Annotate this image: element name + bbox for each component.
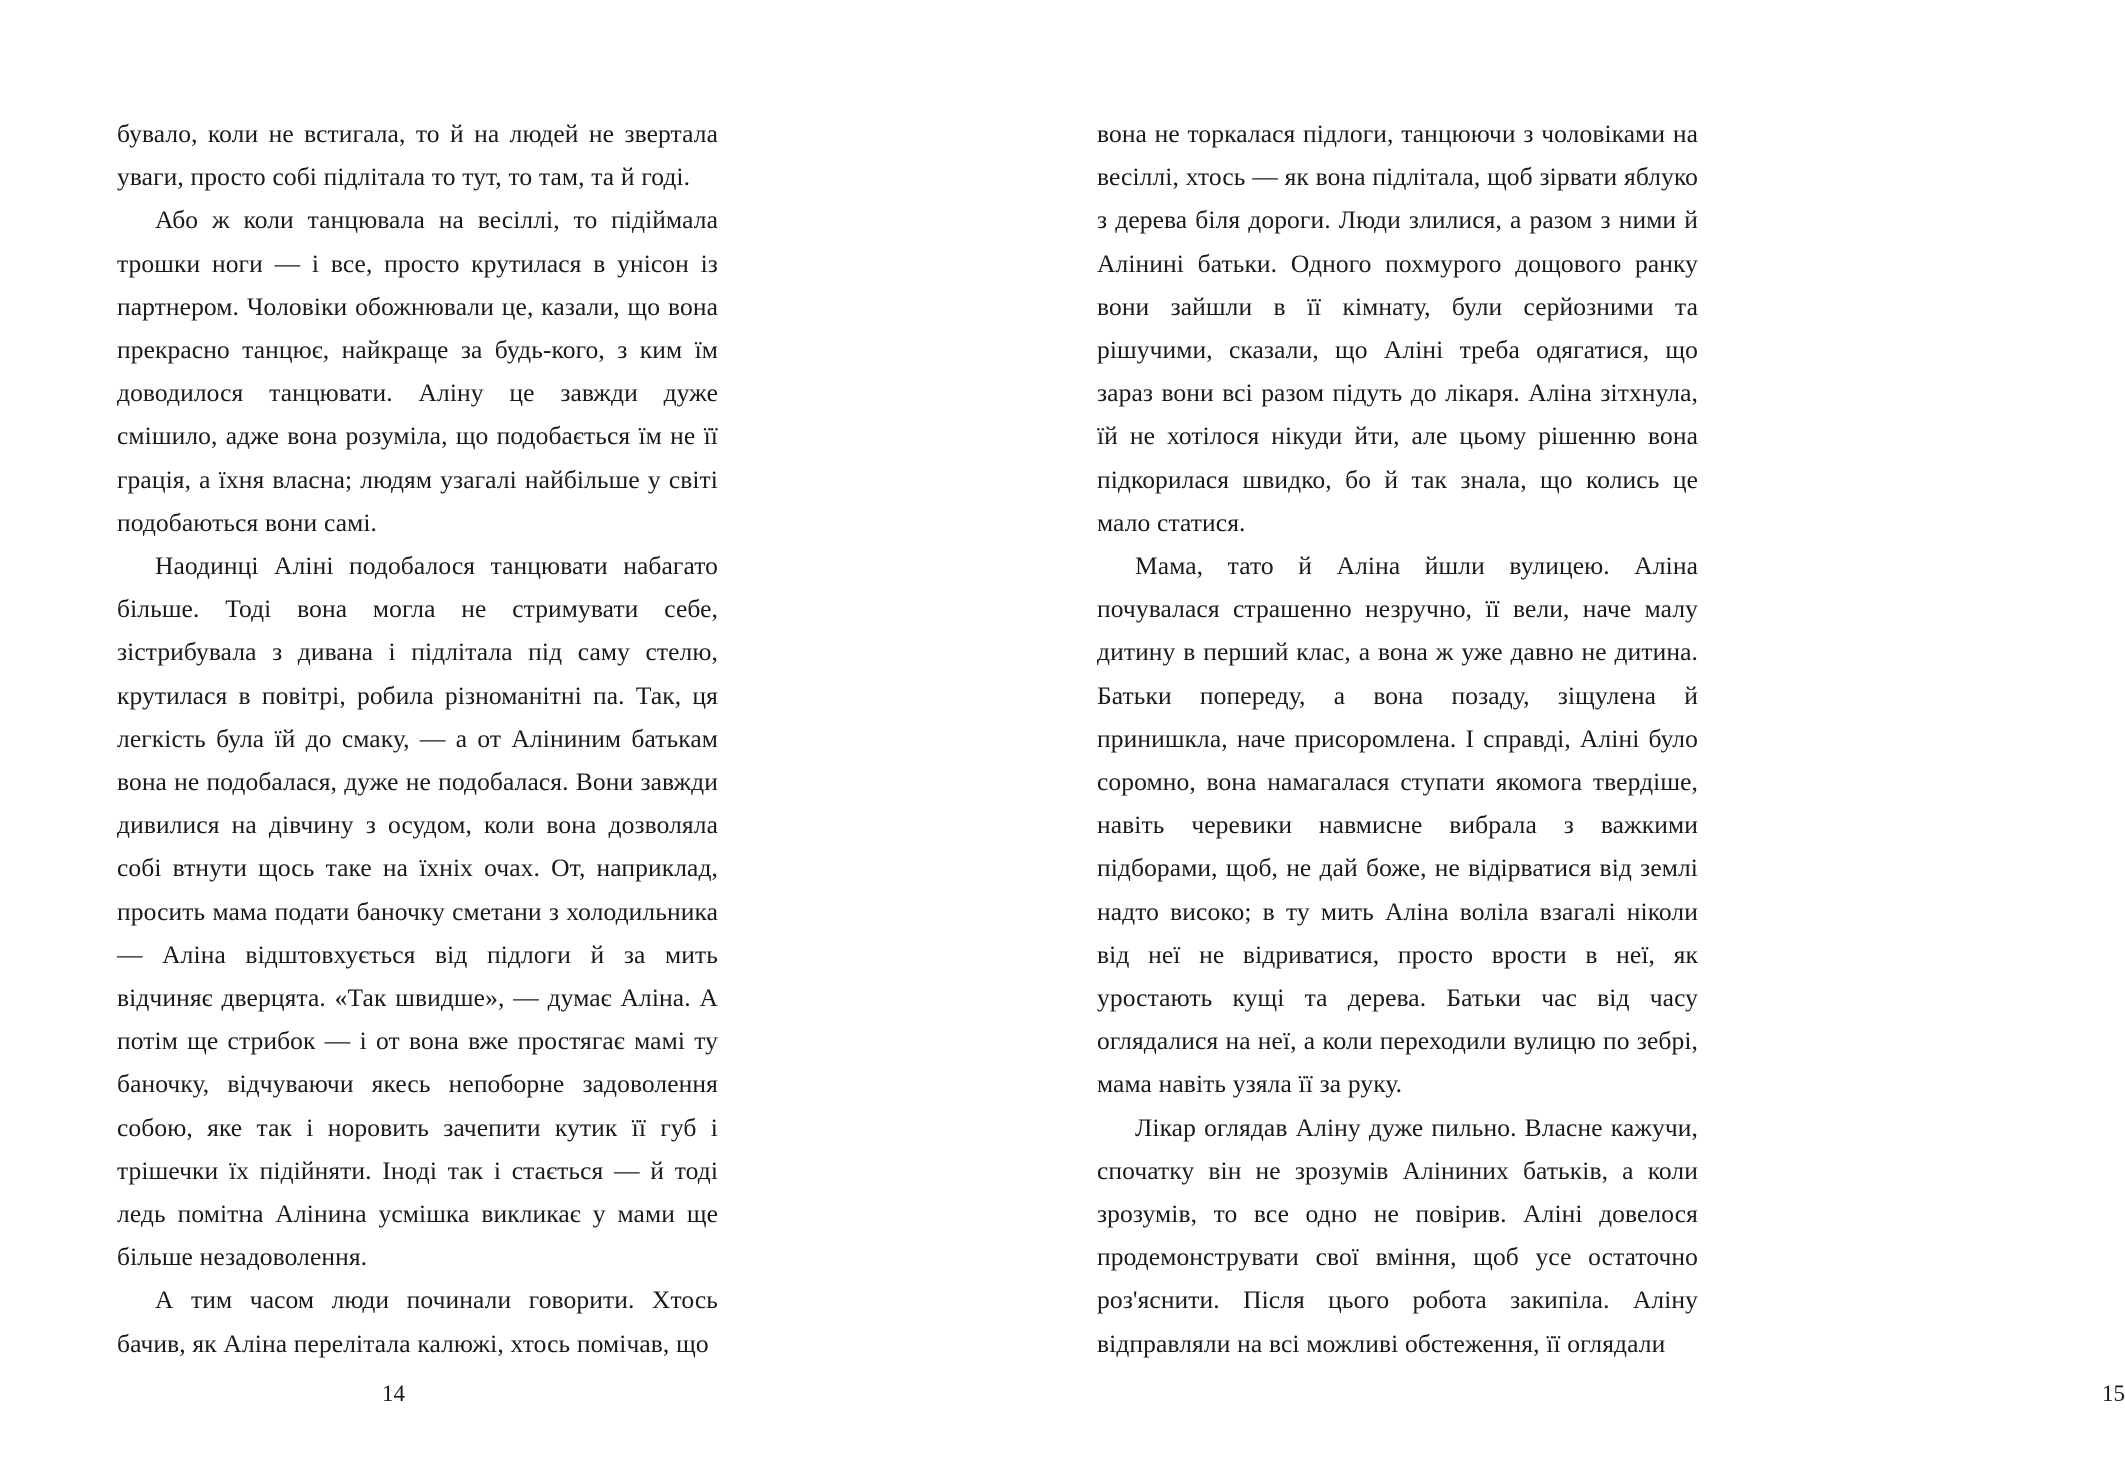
body-text-left — [117, 112, 718, 1365]
paragraph: Наодинці Аліні подобалося танцювати набагато більше. Тоді вона могла не стримувати себе, зістрибувала з дивана і підлітала під саму стелю, крутилася в повітрі, робила різноманітні па. Так, ця легкість була їй до смаку, — а от Аліниним батькам вона не подобалася, дуже не подобалася. Вони завжди дивилися на дівчину з осудом, коли вона дозволяла собі втнути щось таке на їхніх очах. От, наприклад, просить мама подати баночку сметани з холодильника — Аліна відштовхується від підлоги й за мить відчиняє дверцята. «Так швидше», — думає Аліна. А потім ще стрибок — і от вона вже простягає мамі ту баночку, відчуваючи якесь непоборне задоволення собою, яке так і норовить зачепити кутик її губ і трішечки їх підійняти. Іноді так і стається — й тоді ледь помітна Алінина усмішка викликає у мами ще більше незадоволення. — [117, 551, 718, 1272]
page-number-left: 14 — [382, 1381, 405, 1406]
paragraph: вона не торкалася підлоги, танцюючи з чоловіками на весіллі, хтось — як вона підлітала, щоб зірвати яблуко з дерева біля дороги. Люди злилися, а разом з ними й Алінині батьки. Одного похмурого дощового ранку вони зайшли в її кімнату, були серйозними та рішучими, сказали, що Аліні треба одягатися, що зараз вони всі разом підуть до лікаря. Аліна зітхнула, їй не хотілося нікуди йти, але цьому рішенню вона підкорилася швидко, бо й так знала, що колись це мало статися. — [1097, 119, 1698, 537]
body-text-right — [1097, 112, 1698, 1365]
paragraph: Мама, тато й Аліна йшли вулицею. Аліна почувалася страшенно незручно, її вели, наче малу дитину в перший клас, а вона ж уже давно не дитина. Батьки попереду, а вона позаду, зіщулена й принишкла, наче присоромлена. І справді, Аліні було соромно, вона намагалася ступати якомога твердіше, навіть черевики навмисне вибрала з важкими підборами, щоб, не дай боже, не відірватися від землі надто високо; в ту мить Аліна воліла взагалі ніколи від неї не відриватися, просто врости в неї, як уростають кущі та дерева. Батьки час від часу оглядалися на неї, а коли переходили вулицю по зебрі, мама навіть узяла її за руку. — [1097, 551, 1698, 1099]
paragraph: Або ж коли танцювала на весіллі, то підіймала трошки ноги — і все, просто крутилася в унісон із партнером. Чоловіки обожнювали це, казали, що вона прекрасно танцює, найкраще за будь-кого, з ким їм доводилося танцювати. Аліну це завжди дуже смішило, адже вона розуміла, що подобається їм не її грація, а їхня власна; людям узагалі найбільше у світі подобаються вони самі. — [117, 205, 718, 537]
paragraph: бувало, коли не встигала, то й на людей не звертала уваги, просто собі підлітала то тут, то там, та й годі. — [117, 119, 718, 192]
page-right — [960, 112, 2125, 1477]
paragraph: Лікар оглядав Аліну дуже пильно. Власне кажучи, спочатку він не зрозумів Аліниних батьків, а коли зрозумів, то все одно не повірив. Аліні довелося продемонструвати свої вміння, щоб усе остаточно роз'яснити. Після цього робота закипіла. Аліну відправляли на всі можливі обстеження, її оглядали — [1097, 1112, 1698, 1358]
page-number-right: 15 — [2102, 1381, 2125, 1406]
page-left — [0, 112, 960, 1477]
paragraph: А тим часом люди починали говорити. Хтось бачив, як Аліна перелітала калюжі, хтось помічав, що — [117, 1285, 718, 1358]
